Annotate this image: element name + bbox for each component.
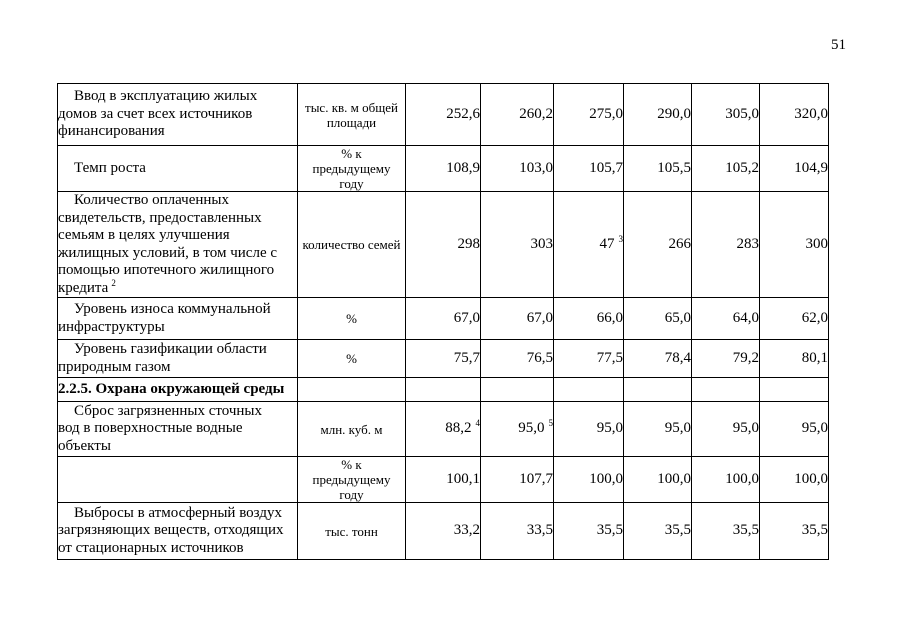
value-cell: 105,7 xyxy=(554,146,624,192)
indicator-name-text: Выбросы в атмосферный воздух загрязняющих веществ, отходящих от стационарных источников xyxy=(58,504,284,556)
value-cell: 77,5 xyxy=(554,340,624,378)
unit-cell xyxy=(298,192,406,298)
page-number: 51 xyxy=(831,37,846,53)
value-cell: 305,0 xyxy=(692,84,760,146)
value-cell: 95,0 xyxy=(760,402,829,457)
value-cell: 67,0 xyxy=(481,298,554,340)
value-cell xyxy=(624,378,692,402)
indicator-name-text: Уровень газификации области природным газом xyxy=(58,341,267,375)
value-cell: 66,0 xyxy=(554,298,624,340)
value-cell: 303 xyxy=(481,192,554,298)
unit-cell xyxy=(298,298,406,340)
table-row xyxy=(58,503,829,560)
value-cell: 33,5 xyxy=(481,503,554,560)
value-cell: 67,0 xyxy=(406,298,481,340)
value-cell: 95,0 xyxy=(624,402,692,457)
indicator-name xyxy=(58,146,298,192)
value-cell: 35,5 xyxy=(554,503,624,560)
value-cell: 104,9 xyxy=(760,146,829,192)
unit-cell xyxy=(298,402,406,457)
section-row xyxy=(58,378,829,402)
unit-text: % xyxy=(346,311,357,326)
value-cell: 65,0 xyxy=(624,298,692,340)
unit-cell xyxy=(298,503,406,560)
value-cell xyxy=(406,402,481,457)
value-cell xyxy=(554,378,624,402)
value-cell: 283 xyxy=(692,192,760,298)
unit-text: тыс. кв. м общей площади xyxy=(305,99,398,130)
value-cell: 33,2 xyxy=(406,503,481,560)
unit-text: млн. куб. м xyxy=(320,421,383,437)
value-cell: 76,5 xyxy=(481,340,554,378)
indicator-name xyxy=(58,503,298,560)
value-cell: 62,0 xyxy=(760,298,829,340)
indicator-name-text: Количество оплаченных свидетельств, предоставленных семьям в целях улучшения жилищных условий, в том числе с помощью ипотечного жилищного кредита xyxy=(58,192,278,296)
value-cell: 100,1 xyxy=(406,457,481,503)
table-row xyxy=(58,457,829,503)
value-text: 95,0 xyxy=(518,420,545,437)
table-row xyxy=(58,84,829,146)
value-cell: 100,0 xyxy=(624,457,692,503)
value-text: 47 xyxy=(599,235,615,252)
unit-text: % к предыдущему году xyxy=(312,457,391,502)
indicator-name-text: Сброс загрязненных сточных вод в поверхностные водные объекты xyxy=(58,402,263,454)
value-cell: 64,0 xyxy=(692,298,760,340)
value-cell: 100,0 xyxy=(692,457,760,503)
unit-text: % xyxy=(346,351,357,366)
table-row xyxy=(58,340,829,378)
unit-cell xyxy=(298,84,406,146)
value-cell: 108,9 xyxy=(406,146,481,192)
value-cell: 78,4 xyxy=(624,340,692,378)
unit-cell xyxy=(298,457,406,503)
value-cell xyxy=(760,378,829,402)
indicator-name xyxy=(58,340,298,378)
value-cell: 75,7 xyxy=(406,340,481,378)
value-cell: 260,2 xyxy=(481,84,554,146)
value-cell: 320,0 xyxy=(760,84,829,146)
indicator-name xyxy=(58,457,298,503)
value-cell: 105,5 xyxy=(624,146,692,192)
value-cell xyxy=(554,192,624,298)
table-row xyxy=(58,402,829,457)
indicator-name xyxy=(58,298,298,340)
table-row xyxy=(58,146,829,192)
unit-cell xyxy=(298,146,406,192)
value-cell: 107,7 xyxy=(481,457,554,503)
value-cell: 103,0 xyxy=(481,146,554,192)
value-cell: 105,2 xyxy=(692,146,760,192)
value-cell: 35,5 xyxy=(760,503,829,560)
footnote-mark: 3 xyxy=(618,233,623,244)
section-heading: 2.2.5. Охрана окружающей среды xyxy=(58,378,298,402)
indicators-table xyxy=(57,83,829,560)
unit-text: % к предыдущему году xyxy=(312,146,391,191)
value-cell: 290,0 xyxy=(624,84,692,146)
value-cell xyxy=(406,378,481,402)
value-cell: 95,0 xyxy=(554,402,624,457)
value-cell: 35,5 xyxy=(692,503,760,560)
value-cell: 252,6 xyxy=(406,84,481,146)
value-cell: 100,0 xyxy=(554,457,624,503)
footnote-mark: 5 xyxy=(548,418,553,429)
value-cell: 35,5 xyxy=(624,503,692,560)
footnote-mark: 4 xyxy=(475,418,480,429)
indicator-name-text: Уровень износа коммунальной инфраструктуры xyxy=(58,301,271,335)
value-text: 88,2 xyxy=(445,420,472,437)
indicator-name xyxy=(58,84,298,146)
value-cell: 275,0 xyxy=(554,84,624,146)
table-row xyxy=(58,298,829,340)
footnote-mark: 2 xyxy=(111,277,116,288)
value-cell xyxy=(481,402,554,457)
indicator-name-text: Ввод в эксплуатацию жилых домов за счет всех источников финансирования xyxy=(58,88,258,140)
unit-cell xyxy=(298,378,406,402)
value-cell xyxy=(692,378,760,402)
indicator-name xyxy=(58,402,298,457)
value-cell xyxy=(481,378,554,402)
value-cell: 300 xyxy=(760,192,829,298)
indicator-name-text: Темп роста xyxy=(74,159,146,176)
unit-cell xyxy=(298,340,406,378)
unit-text: тыс. тонн xyxy=(325,523,378,539)
value-cell: 79,2 xyxy=(692,340,760,378)
table-row xyxy=(58,192,829,298)
value-cell: 298 xyxy=(406,192,481,298)
value-cell: 80,1 xyxy=(760,340,829,378)
value-cell: 266 xyxy=(624,192,692,298)
value-cell: 95,0 xyxy=(692,402,760,457)
unit-text: количество семей xyxy=(302,237,401,252)
value-cell: 100,0 xyxy=(760,457,829,503)
indicator-name xyxy=(58,192,298,298)
